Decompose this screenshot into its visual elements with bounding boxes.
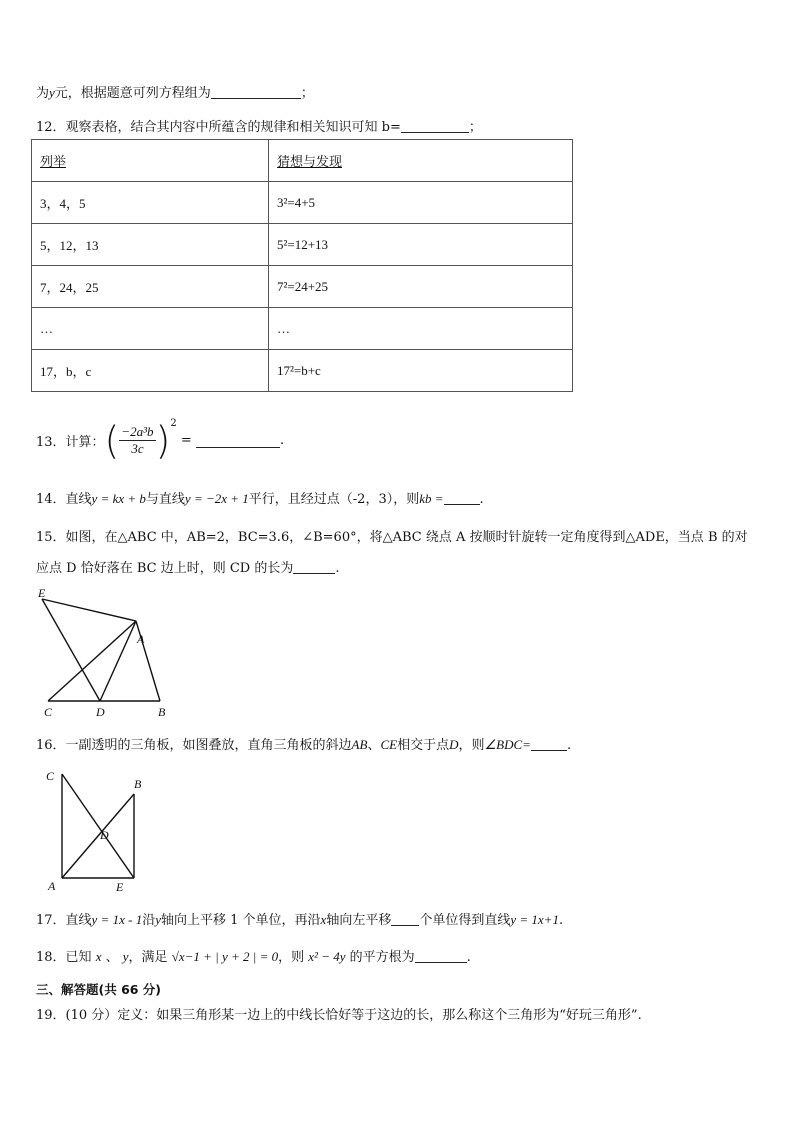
q17-text: 个单位得到直线 xyxy=(419,913,511,928)
point-label-A: A xyxy=(48,879,56,893)
point-label-D: D xyxy=(96,705,105,719)
q18-text: 的平方根为 xyxy=(349,950,415,965)
q16-segment-2: CE xyxy=(380,737,398,752)
q16-point: D xyxy=(449,737,459,752)
point-label-E: E xyxy=(38,586,46,600)
q14-equation-2: y = −2x + 1 xyxy=(184,491,249,506)
table-cell: … xyxy=(32,308,269,350)
section-heading: 三、解答题(共 66 分) xyxy=(36,982,162,997)
answer-blank[interactable] xyxy=(211,85,301,99)
q14-text: 14．直线 xyxy=(36,492,92,507)
q18-variable-x: x xyxy=(95,949,102,964)
q16-segment-1: AB xyxy=(351,737,368,752)
table-row xyxy=(32,350,573,392)
point-label-E: E xyxy=(116,880,124,894)
q18-text: ，满足 xyxy=(128,950,168,965)
q14-equation-1: y = kx + b xyxy=(91,491,146,506)
left-paren: ( xyxy=(104,418,120,463)
q14-ask: kb = xyxy=(419,491,444,506)
q17-end: . xyxy=(558,913,564,928)
q18-text: ，则 xyxy=(278,950,305,965)
table-cell: 3，4，5 xyxy=(32,182,269,224)
point-label-D: D xyxy=(100,828,109,842)
answer-blank[interactable] xyxy=(196,434,280,448)
q16-figure xyxy=(40,762,160,897)
segment-EA xyxy=(42,599,136,621)
segment-CE xyxy=(62,774,134,878)
answer-blank[interactable] xyxy=(293,560,335,574)
answer-blank[interactable] xyxy=(415,949,467,963)
question-12 xyxy=(36,116,482,135)
table-row xyxy=(32,182,573,224)
point-label-B: B xyxy=(158,705,166,719)
segment-AB xyxy=(62,794,134,878)
q11-end: ； xyxy=(300,86,314,101)
q11-variable: y xyxy=(49,85,55,100)
q16-text: 16．一副透明的三角板，如图叠放，直角三角板的斜边 xyxy=(36,738,352,753)
table-header: 列举 xyxy=(32,140,269,182)
question-19: 19．(10 分）定义：如果三角形某一边上的中线长恰好等于这边的长，那么称这个三角形为“好玩三角形”. xyxy=(36,1008,642,1023)
q16-end: . xyxy=(566,738,572,753)
q17-text: 沿 xyxy=(142,913,156,928)
q16-ask: ∠BDC= xyxy=(484,737,531,752)
q15-figure xyxy=(30,583,180,723)
q13-label: 13．计算： xyxy=(36,435,105,450)
q18-text: 18．已知 xyxy=(36,950,92,965)
table-cell: 3²=4+5 xyxy=(269,182,573,224)
table-cell: … xyxy=(269,308,573,350)
q17-text: 轴向上平移 1 个单位，再沿 xyxy=(161,913,321,928)
question-18 xyxy=(36,946,471,965)
table-cell: 7，24，25 xyxy=(32,266,269,308)
q15-end: . xyxy=(335,561,340,576)
q14-text: 平行，且经过点（-2，3），则 xyxy=(248,492,420,507)
segment-ED xyxy=(42,599,100,701)
q14-text: 与直线 xyxy=(145,492,185,507)
question-16 xyxy=(36,734,571,753)
q11-text-post: 元，根据题意可列方程组为 xyxy=(54,86,211,101)
exponent: 2 xyxy=(170,418,177,429)
q17-text: 17．直线 xyxy=(36,913,92,928)
question-17 xyxy=(36,909,563,928)
q12-text: 12．观察表格，结合其内容中所蕴含的规律和相关知识可知 b= xyxy=(36,120,401,135)
point-label-C: C xyxy=(44,705,53,719)
table-cell: 5²=12+13 xyxy=(269,224,573,266)
answer-blank[interactable] xyxy=(391,912,419,926)
table-header-row xyxy=(32,140,573,182)
q16-text: 相交于点 xyxy=(397,738,450,753)
answer-blank[interactable] xyxy=(401,119,469,133)
question-15-line-1 xyxy=(36,526,748,545)
table-row xyxy=(32,224,573,266)
table-header: 猜想与发现 xyxy=(269,140,573,182)
table-cell: 17，b，c xyxy=(32,350,269,392)
fraction xyxy=(119,424,155,457)
equals-sign: = xyxy=(180,433,192,448)
table-row xyxy=(32,266,573,308)
point-label-A: A xyxy=(137,632,145,646)
q12-end: ； xyxy=(468,120,482,135)
q16-text: ，则 xyxy=(458,738,485,753)
q18-end: . xyxy=(466,950,471,965)
q15-text: 应点 D 恰好落在 BC 边上时，则 CD 的长为 xyxy=(36,561,294,576)
answer-blank[interactable] xyxy=(444,491,480,505)
right-paren: ) xyxy=(155,418,171,463)
question-15-line-2 xyxy=(36,557,339,576)
q18-variable-y: y xyxy=(122,949,129,964)
pattern-table xyxy=(31,139,573,392)
segment-DA xyxy=(100,621,136,701)
answer-blank[interactable] xyxy=(531,737,567,751)
table-cell: 17²=b+c xyxy=(269,350,573,392)
q18-expression: x² − 4y xyxy=(308,949,346,964)
q17-axis-y: y xyxy=(155,912,161,927)
q17-axis-x: x xyxy=(320,912,327,927)
q17-text: 轴向左平移 xyxy=(326,913,392,928)
q13-end: . xyxy=(279,433,285,448)
q11-text-pre: 为 xyxy=(36,86,50,101)
q18-separator: 、 xyxy=(105,950,119,965)
fraction-numerator: −2a³b xyxy=(121,424,154,439)
q18-condition: √x−1 + | y + 2 | = 0 xyxy=(171,949,279,964)
point-label-C: C xyxy=(46,769,55,783)
q16-separator: 、 xyxy=(367,738,381,753)
q17-equation-2: y = 1x+1 xyxy=(510,912,559,927)
q14-end: . xyxy=(479,492,484,507)
table-cell: 7²=24+25 xyxy=(269,266,573,308)
question-11-tail xyxy=(36,82,314,101)
fraction-denominator: 3c xyxy=(131,441,144,456)
q15-text: 15．如图，在△ABC 中，AB=2，BC=3.6，∠B=60°，将△ABC 绕点 A 按顺时针旋转一定角度得到△ADE，当点 B 的对 xyxy=(36,530,748,545)
table-cell: 5，12，13 xyxy=(32,224,269,266)
point-label-B: B xyxy=(134,777,142,791)
question-14 xyxy=(36,488,484,507)
q17-equation-1: y = 1x - 1 xyxy=(91,912,143,927)
table-row xyxy=(32,308,573,350)
question-13 xyxy=(36,418,284,463)
